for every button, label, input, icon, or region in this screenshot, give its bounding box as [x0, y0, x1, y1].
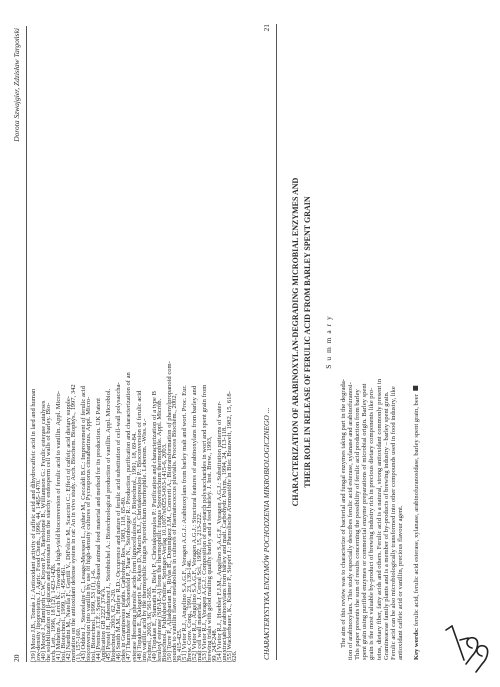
reference-line: [53] Vietor R.J., Voragen A.G.J.: Composition of non-starch polysaccharides in wort and spent grain from [201, 384, 209, 662]
summary-line: grain is the most valuable by-product of brewing industry rich in precious dietary components like pro- [368, 387, 376, 660]
reference-line: [44] Prentse J.T.F.: Spent grain-based animal feed material and method for its production. UK Patent [95, 398, 103, 662]
reference-line: the solubilization of β-glucans and pentosans from the starchy endosperm cell walls of barley. Bio- [44, 402, 52, 662]
summary-line: Gramineaceae family plants and is a member of by-products of brewing industry – barley spent grain. [382, 391, 390, 660]
summary-line: antioxidant caffeic acid or vanillin, precious flavour agent. [397, 505, 405, 660]
reference-line: malt cell wall material. J. Cereal Sci., 1992, 15, 213-222. [196, 512, 204, 662]
right-page-number: 21 [262, 24, 271, 32]
summary-line: spent grain using purified enzymes or commercial enzyme preparations of microbial origin. Barley spent [361, 383, 369, 660]
reference-list [31, 22, 238, 662]
left-header [12, 22, 26, 662]
left-header-rule [26, 26, 27, 662]
reference-line: [41] Muheim A., Lerch K.: Towards a high-yield bioconversion of ferulic acid to vanillin. Appl. Micro- [54, 391, 62, 662]
reference-line: tech. Lett., 1996, 18 (12), 1423-1426. [49, 563, 57, 662]
reference-line: Brew. Conv. Cong., 1991, 23, 139-146. [186, 559, 194, 662]
reference-line: unextractable arabinoxylans from barley and malt. Carbohydr. Polym., 1994, 24, 113-118. [221, 426, 229, 662]
reference-line: pounds to vanillin flavor metabolites in cultures of Haematococcus pluvialis. Process Biochem., 2002, [170, 393, 178, 662]
keywords-text: ferulic acid, ferulic acid esterase, xylanase, arabinofuranosidase, barley spent grain, beer [413, 394, 421, 627]
reference-line: [43] Oddou J., Stentelaire C., Lesage-Meessen L., Asther M., Ceccaldi B.C.: Improvement of ferulic acid [80, 386, 88, 662]
reference-line: esterase liberating phenolic acids from lignocellulosics. J. Biotechnol., 1991, 18, 69-84. [130, 432, 138, 662]
reference-line: biol. Biotechnol., 1999, 51, 456-461. [59, 565, 67, 662]
reference-line: (1), 157-160. [75, 627, 83, 662]
reference-line: Application GB 2221 374 A. [100, 586, 108, 662]
reference-line: mentation on the antioxidant defense system in rat: An in vivo study. Arch. Biochem. Biophys., 1997, 342 [69, 384, 77, 662]
summary-body [341, 24, 406, 660]
title-line: CHARACTERIZATION OF ARABINOXYLAN-DEGRADING MICROBIAL ENZYMES AND [290, 177, 300, 507]
reference-line: feruloyl esterase (StFAE-A) from the thermophilic fungus Sporotrichum thermophile. Appl. Microb. [155, 398, 163, 662]
left-page [12, 22, 238, 662]
title-line: THEIR ROLE IN RELEASE OF FERULIC ACID FROM BARLEY SPENT GRAIN [302, 196, 312, 488]
reference-line: Biotechnol., Published Online: Springer-Verlag 10.1007/s00253-003-1415-6, 2003. [160, 443, 168, 662]
article-title [291, 24, 312, 660]
reference-line: [40] Moore J., Bamforth C.W., Kroon P.A., Bartolomé B., Williamson G.: Ferulic esterase catalyses [39, 400, 47, 662]
reference-line: brewing trials with good malting quality barley and a feed barley. J. Inst. Brew., 1993, [206, 436, 214, 662]
reference-line: [42] Nardini M., Natella F., Gentili V., DiFelice M., Scaccini C.: Effect of caffeic acid dietary supple- [64, 396, 72, 662]
reference-line: 99, 243-248. [211, 628, 219, 662]
keywords-label: Key words: [413, 627, 421, 660]
summary-line: teins, dietary fiber, fatty acids and others. Ferulic acid is a natural, strong antioxidant commonly present in [375, 379, 383, 660]
reference-line: [39] Mozo J.B., Tomás J.: Antioxidant activity of caffeic acid and dihydrocaffeic acid in lard and human [29, 388, 37, 662]
reference-line: [51] Vietor R.J., Angelino S.A.G.F., Voragen A.G.J.: Arabinoxylans from barley malt and wort. Proc. Eur. [181, 385, 188, 662]
summary-line: The aim of this review was to characterize of bacterial and fungal enzymes taking part in the degrada- [339, 379, 347, 648]
keywords-mark-icon [413, 386, 418, 391]
reference-line: Biotechnol., 2003, 62, 2-20. [110, 588, 118, 662]
reference-line: 39, 415-425. [175, 628, 183, 662]
reference-line: low-density lipoproteins. J. Agric. Food Chem., 1996, 44, 1465-1470. [34, 479, 42, 662]
reference-line: [52] Vietor R.J., Angelino S.A.G.F., Voragen A.G.J.: Structural features of arabinoxylans from barley and [191, 385, 199, 662]
reference-line: 626. [231, 650, 239, 662]
reference-line: [46] Smith M.M., Hartley R.D.: Occurrence and nature of ferulic acid substitution of cell-wall polysaccha- [115, 382, 123, 662]
keywords-line [413, 24, 420, 660]
reference-line: [45] Prestel H., Rabenhorst J., Steinbüchel A.: Biotechnological production of vanillin. Appl. Microbiol. [105, 388, 113, 662]
reference-line: Technol., 2003, 36, 561-565. [145, 586, 153, 662]
left-page-number: 20 [12, 654, 21, 662]
reference-line: bioconversion into vanillin by use of high-density cultures of Pycnoporus cinnabarinus. Appl. Micro- [85, 396, 93, 662]
reference-line: biol. Biotechnol., 1999, 53 (1), 1-6. [90, 568, 98, 662]
summary-line: tion of arabinoxylans. This study especially describes ferulic acid esterase, xylanase and arabinofuranosi- [346, 382, 354, 660]
reference-line: rides in Gramineous plants. Carbohydr. Res., 1983, 118, 65-80. [120, 496, 128, 662]
handwritten-note [438, 600, 498, 680]
right-header [262, 20, 276, 660]
reference-line: [47] Thurnhofer M., Schoenfeld P., Paar N., Steinberger R.: Production, purification and characterization of an [125, 372, 133, 662]
summary-line: This paper presents the sum of results concerning the possibility of ferulic acid production from barley [353, 389, 361, 660]
reference-line: [54] Vietor R.J., Hoebler F.J.M., Angelino S.A.G.F., Voragen A.G.J.: Substitution patterns of water- [216, 401, 224, 662]
summary-heading: S u m m a r y [323, 315, 333, 369]
right-running-head: CHARAKTERYSTYKA ENZYMÓW POCHODZENIA MIKROBIOLOGICZNEGO ... [262, 407, 271, 660]
reference-line: [55] Wackerbauer, K., Krämer P., Siepert J.: Phenolische Aromastoffe in Bier. Brauwelt, 1982, 15, 618- [226, 391, 234, 662]
reference-line: [49] Topakas E., Stamatis H., Biely P., Christakopoulos P.: Purification and characterization of a type B [150, 391, 158, 662]
summary-line: Ferulic acid can be also microbiologically transformed into other compounds used in food industry, like [389, 386, 397, 660]
reference-line: [48] Topakas E., Kalogeris E., Kekos D., Macris B.J., Christakopoulos P.: Bioconversion of ferulic acid [135, 390, 143, 662]
reference-line: into vanillic acid by the thermophilic fungus Sporotrichum thermophile. Lebensm. -Wiss. u.- [140, 418, 148, 662]
reference-line: [50] Torre P., Aliakbarian B., Rivas B., Domínguez J.M., Converti A.: Biotransformation of phenylpropanoid com- [165, 361, 173, 662]
right-page [262, 20, 420, 660]
right-header-rule [276, 24, 277, 660]
left-running-head: Dorota Szwajgier, Zdzisław Targoński [12, 28, 21, 142]
